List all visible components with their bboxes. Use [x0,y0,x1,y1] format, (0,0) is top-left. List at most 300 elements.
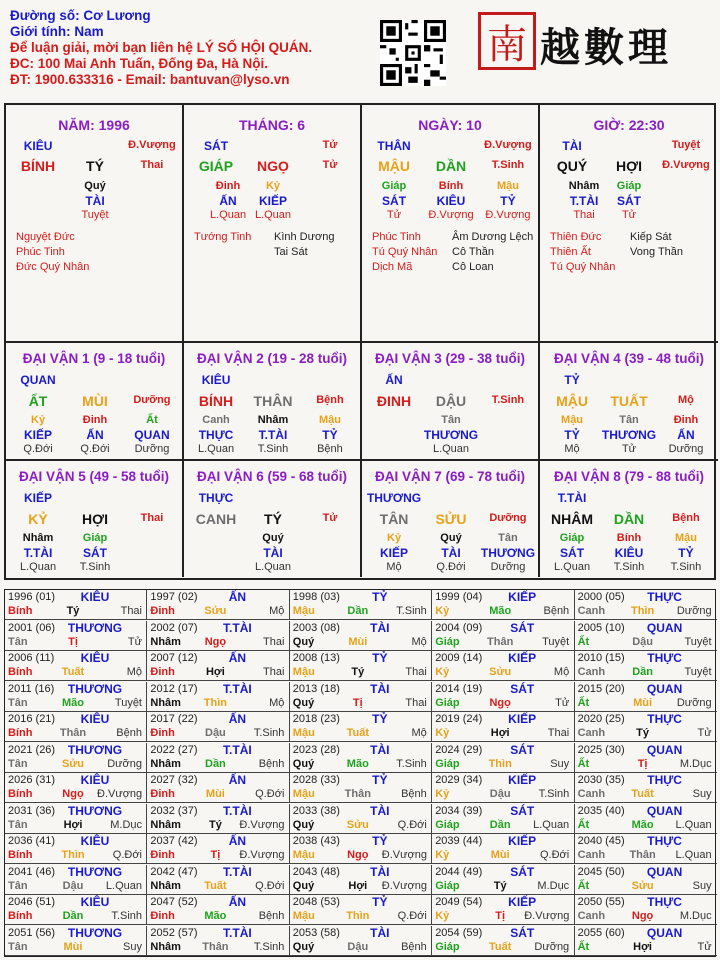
hidden-state: Q.Đới [23,443,53,455]
year-cell[interactable] [5,743,147,773]
star-note: Dịch Mã [372,261,413,273]
year-cell[interactable] [290,804,432,834]
year-cell[interactable] [147,651,289,681]
year-god: TỶ [372,590,388,604]
year-cell[interactable] [290,926,432,956]
year-stem: Mậu [292,849,315,861]
year-branch: Ngọ [62,788,84,800]
year-cell[interactable] [575,682,717,712]
year-branch: Tý [351,666,365,678]
dai-van-6 [184,459,362,577]
year-branch: Thìn [346,910,370,922]
hidden-state: L.Quan [197,443,235,455]
hidden-stem: Đinh [673,414,699,426]
year-stem: Quý [292,940,315,953]
dai-van-branch: HỢI [82,511,108,527]
hidden-state: Mộ [564,443,580,455]
year-cell[interactable] [575,834,717,864]
star-note: Đức Quý Nhân [16,261,90,273]
year-cell[interactable] [147,926,289,956]
hidden-state: Q.Đới [80,443,110,455]
year-cell[interactable] [575,743,717,773]
hidden-stem: Mậu [318,414,341,426]
year-label: 2045 (50) [577,865,625,878]
year-branch: Tị [210,849,221,861]
year-state: Đ.Vượng [381,849,427,861]
year-state: Thai [547,727,570,739]
year-cell[interactable] [147,682,289,712]
year-stem: Đinh [150,849,175,861]
hidden-god: THƯƠNG [423,428,479,442]
year-cell[interactable] [432,743,574,773]
year-god: ẤN [228,590,247,604]
year-branch: Tuất [61,666,85,678]
hidden-state: L.Quan [254,209,292,221]
year-label: 2039 (44) [435,835,483,847]
hidden-god: SÁT [617,194,641,208]
year-god: THỰC [647,773,682,787]
year-stem: Ất [577,818,590,831]
hidden-stem: Giáp [82,532,108,544]
year-god: THỰC [647,590,682,604]
year-state: Q.Đới [539,849,570,861]
hidden-stem: Kỷ [31,414,46,426]
year-state: Thai [262,635,285,648]
hidden-stem: Quý [262,532,284,544]
dai-van-title: ĐẠI VẬN 5 (49 - 58 tuổi) [18,469,170,484]
year-state: Tử [555,696,570,709]
pillar-title: GIỜ: 22:30 [593,117,665,133]
year-label: 2052 (57) [150,926,198,939]
hidden-god: TÀI [441,546,461,560]
hidden-god: KIẾP [24,428,53,442]
hidden-state: T.Sinh [257,443,289,455]
dai-van-state: Dưỡng [133,394,171,406]
year-label: 2017 (22) [150,713,198,725]
year-branch: Dần [205,757,226,770]
hidden-stem: Đinh [82,414,108,426]
year-god: KIÊU [80,712,110,726]
year-state: Thai [120,605,142,617]
year-state: Thai [262,666,285,678]
dai-van-title: ĐẠI VẬN 6 (59 - 68 tuổi) [196,469,348,484]
year-stem: Mậu [292,910,315,922]
pillar-branch-state: Đ.Vượng [662,159,710,171]
year-label: 2016 (21) [8,713,56,725]
year-stem: Kỷ [435,727,450,739]
year-god: QUAN [646,742,683,757]
year-label: 2024 (29) [435,743,483,756]
year-stem: Đinh [150,910,175,922]
year-label: 2048 (53) [292,896,340,908]
pillar-god: TÀI [562,139,582,153]
year-stem: Giáp [435,879,460,892]
dai-van-god: QUAN [20,373,56,387]
year-label: 1998 (03) [292,591,340,603]
dai-van-god: KIÊU [201,373,231,387]
year-cell[interactable] [147,895,289,925]
year-god: QUAN [646,681,683,696]
year-god: KIẾP [508,834,537,848]
year-cell[interactable] [290,865,432,895]
year-cell[interactable] [5,804,147,834]
year-branch: Tị [495,910,506,922]
year-cell[interactable] [147,804,289,834]
logo-seal: 南 [478,12,536,70]
year-label: 2027 (32) [150,774,198,786]
address-line: ĐC: 100 Mai Anh Tuấn, Đống Đa, Hà Nội. [10,56,269,71]
year-cell[interactable] [575,621,717,651]
year-god: THƯƠNG [67,864,123,879]
year-cell[interactable] [147,773,289,803]
dai-van-title: ĐẠI VẬN 8 (79 - 88 tuổi) [553,469,705,484]
hidden-stem: Nhâm [568,180,600,192]
year-label: 1997 (02) [150,591,198,603]
star-note: Tai Sát [274,246,308,258]
pillar-title: NĂM: 1996 [58,117,130,133]
year-branch: Dậu [632,635,653,648]
pillar-branch: NGỌ [257,158,289,174]
year-god: KIẾP [508,712,537,726]
year-cell[interactable] [290,682,432,712]
hidden-god: ẤN [677,428,695,442]
year-branch: Mùi [205,788,225,800]
year-state: L.Quan [533,818,570,831]
year-cell[interactable] [432,895,574,925]
year-cell[interactable] [290,712,432,742]
year-god: TÀI [370,803,390,818]
year-god: SÁT [510,925,535,940]
contact-line: Để luận giải, mời bạn liên hệ LÝ SỐ HỘI QUÁN. [10,40,313,55]
logo [478,8,718,70]
dai-van-branch: TUẤT [610,393,648,409]
pillar-god: KIÊU [23,139,53,153]
year-cell[interactable] [5,865,147,895]
year-cell[interactable] [147,834,289,864]
year-cell[interactable] [5,682,147,712]
year-stem: Đinh [150,788,175,800]
hidden-state: Đ.Vượng [428,209,474,221]
year-god: THỰC [647,651,682,665]
year-stem: Giáp [435,696,460,709]
year-branch: Tý [493,879,507,892]
year-stem: Bính [8,666,33,678]
year-god: ẤN [228,712,247,726]
year-state: Bệnh [401,940,427,953]
dai-van-god: TỶ [564,373,580,387]
year-cell[interactable] [5,712,147,742]
year-cell[interactable] [432,773,574,803]
year-stem: Nhâm [150,696,181,709]
year-state: Suy [692,879,712,892]
hidden-state: L.Quan [19,561,57,573]
year-cell[interactable] [147,712,289,742]
dai-van-stem: NHÂM [551,511,594,527]
year-label: 2031 (36) [8,804,56,817]
dai-van-branch: DẦN [613,511,645,527]
year-state: M.Dục [679,757,712,770]
year-branch: Mùi [348,635,368,648]
year-god: SÁT [510,742,535,757]
star-note: Cô Loan [452,261,494,273]
year-god: THƯƠNG [67,681,123,696]
year-cell[interactable] [290,590,432,620]
year-cell[interactable] [5,651,147,681]
year-state: T.Sinh [396,605,427,617]
year-branch: Sửu [489,666,512,678]
year-cell[interactable] [575,895,717,925]
year-state: Dưỡng [676,605,712,617]
year-label: 2051 (56) [8,926,56,939]
year-label: 2019 (24) [435,713,483,725]
hidden-stem: Ất [146,414,158,426]
hidden-stem: Mậu [496,180,519,192]
header-info [10,8,370,88]
year-state: Mộ [411,635,427,648]
year-cell[interactable] [575,590,717,620]
year-branch: Thân [487,635,514,648]
year-branch: Mão [489,605,512,617]
dai-van-branch: THÂN [253,393,293,409]
year-state: Suy [692,788,712,800]
year-label: 2030 (35) [577,774,625,786]
year-cell[interactable] [290,651,432,681]
year-cell[interactable] [432,804,574,834]
pillar-1 [6,105,184,343]
year-cell[interactable] [432,590,574,620]
star-note: Âm Dương Lệch [452,231,534,243]
year-branch: Dậu [205,727,226,739]
year-cell[interactable] [147,743,289,773]
year-stem: Nhâm [150,879,181,892]
year-god: KIẾP [508,590,537,604]
year-label: 2021 (26) [8,743,56,756]
year-cell[interactable] [290,834,432,864]
dai-van-branch: MÙI [82,393,108,409]
year-god: KIẾP [508,651,537,665]
star-note: Phúc Tinh [372,231,421,243]
year-stem: Quý [292,757,315,770]
year-state: Q.Đới [397,818,427,831]
year-cell[interactable] [147,865,289,895]
year-god: KIẾP [508,773,537,787]
year-branch: Mão [346,757,369,770]
hidden-stem: Nhâm [22,532,54,544]
year-cell[interactable] [147,621,289,651]
hidden-god: KIÊU [614,546,644,560]
dai-van-state: Bệnh [672,512,700,524]
hidden-state: T.Sinh [670,561,702,573]
hidden-state: T.Sinh [613,561,645,573]
year-stem: Nhâm [150,818,181,831]
year-stem: Giáp [435,940,460,953]
year-god: THƯƠNG [67,925,123,940]
hidden-state: L.Quan [209,209,247,221]
year-god: SÁT [510,681,535,696]
dai-van-stem: MẬU [556,393,588,409]
year-branch: Mùi [63,940,83,953]
year-cell[interactable] [575,804,717,834]
dai-van-1 [6,341,184,459]
year-cell[interactable] [290,743,432,773]
hidden-god: TỶ [322,428,338,442]
year-cell[interactable] [432,834,574,864]
year-cell[interactable] [290,773,432,803]
year-state: Mộ [126,666,142,678]
pillar-2 [184,105,362,343]
year-god: THƯƠNG [67,803,123,818]
year-branch: Tuất [346,727,369,739]
year-god: TÀI [370,681,390,696]
year-state: Đ.Vượng [97,788,143,800]
dai-van-branch: TÝ [264,511,282,527]
hidden-god: T.TÀI [569,194,599,208]
year-label: 2018 (23) [292,713,340,725]
pillar-branch: HỢI [616,158,642,174]
year-branch: Ngọ [204,635,227,648]
year-label: 2000 (05) [577,591,625,603]
year-stem: Đinh [150,727,175,739]
year-label: 2004 (09) [435,621,483,634]
year-branch: Mão [204,910,227,922]
year-cell[interactable] [5,895,147,925]
year-branch: Thân [59,727,87,739]
year-state: Đ.Vượng [239,818,285,831]
year-stem: Kỷ [435,788,450,800]
year-state: T.Sinh [111,910,142,922]
year-label: 2007 (12) [150,652,198,664]
year-state: Q.Đới [397,910,427,922]
hidden-god: THỰC [198,428,234,442]
year-cell[interactable] [5,926,147,956]
pillar-god: THÂN [377,139,411,153]
hidden-god: KIẾP [380,546,409,560]
year-god: T.TÀI [223,803,252,818]
hidden-god: KIÊU [436,194,466,208]
year-state: Suy [123,940,142,953]
year-god: THỰC [647,834,682,848]
year-god: ẤN [228,834,247,848]
year-branch: Ngọ [631,910,654,922]
hidden-stem: Nhâm [257,414,289,426]
year-stem: Tân [8,635,28,648]
hidden-god: TÀI [85,194,105,208]
year-stem: Ất [577,696,590,709]
year-cell[interactable] [575,865,717,895]
year-god: TÀI [370,925,390,940]
hidden-stem: Kỷ [265,180,281,192]
year-label: 2036 (41) [8,835,56,847]
year-cell[interactable] [575,773,717,803]
dai-van-stem: KỶ [28,511,48,527]
year-branch: Dần [489,818,511,831]
year-state: Tuyệt [684,635,712,648]
year-cell[interactable] [5,590,147,620]
year-cell[interactable] [432,682,574,712]
year-god: KIÊU [80,773,110,787]
year-label: 2053 (58) [292,926,340,939]
hidden-stem: Mậu [561,414,584,426]
year-state: Mộ [411,727,427,739]
year-cell[interactable] [432,926,574,956]
dai-van-branch: SỬU [435,511,467,527]
year-label: 2025 (30) [577,743,625,756]
year-god: T.TÀI [223,681,252,696]
year-state: Bệnh [258,757,285,770]
year-god: KIÊU [80,651,110,665]
year-state: Tuyệt [542,635,570,648]
hidden-state: Tuyệt [81,209,109,221]
year-stem: Tân [8,940,28,953]
dai-van-god: KIẾP [24,491,53,505]
year-branch: Mùi [490,849,510,861]
year-cell[interactable] [147,590,289,620]
hidden-stem: Đinh [215,180,241,192]
hidden-god: THƯƠNG [601,428,657,442]
year-god: SÁT [510,864,535,879]
year-state: Dưỡng [676,696,712,709]
year-stem: Quý [292,696,315,709]
year-branch: Ngọ [347,849,369,861]
hidden-state: Dưỡng [668,443,704,455]
dai-van-god: ẤN [385,373,403,387]
hidden-god: KIẾP [258,194,287,208]
year-branch: Dần [62,910,84,922]
year-cell[interactable] [432,651,574,681]
year-god: T.TÀI [223,925,252,940]
year-label: 2002 (07) [150,621,198,634]
year-cell[interactable] [575,651,717,681]
dai-van-title: ĐẠI VẬN 4 (39 - 48 tuổi) [553,351,705,366]
year-cell[interactable] [290,895,432,925]
year-cell[interactable] [575,712,717,742]
year-stem: Nhâm [150,757,181,770]
year-cell[interactable] [290,621,432,651]
year-stem: Canh [577,788,606,800]
year-label: 2037 (42) [150,835,198,847]
year-branch: Dần [632,666,653,678]
hidden-stem: Kỷ [387,532,402,544]
year-state: M.Dục [537,879,570,892]
year-cell[interactable] [432,621,574,651]
year-branch: Ngọ [489,696,511,709]
year-cell[interactable] [5,773,147,803]
year-branch: Sửu [61,757,85,770]
phone-email-line[interactable]: ĐT: 1900.633316 - Email: bantuvan@lyso.vn [10,72,290,87]
year-label: 2009 (14) [435,652,483,664]
hidden-state: L.Quan [254,561,292,573]
year-cell[interactable] [5,834,147,864]
dai-van-god: THỰC [198,491,234,505]
year-stem: Tân [8,879,28,892]
year-state: Đ.Vượng [524,910,570,922]
hidden-stem: Canh [202,414,230,426]
year-cell[interactable] [575,926,717,956]
year-cell[interactable] [432,712,574,742]
year-state: Thai [405,696,427,709]
hidden-god: ẤN [219,194,237,208]
year-branch: Hợi [63,818,83,831]
year-cell[interactable] [5,621,147,651]
star-note: Nguyệt Đức [16,231,75,243]
year-stem: Quý [292,879,315,892]
year-stem: Ất [577,940,590,953]
dai-van-stem: ĐINH [376,393,412,409]
qr-code-icon[interactable] [380,20,446,86]
year-god: T.TÀI [223,742,252,757]
dai-van-title: ĐẠI VẬN 1 (9 - 18 tuổi) [22,351,166,366]
year-cell[interactable] [432,865,574,895]
